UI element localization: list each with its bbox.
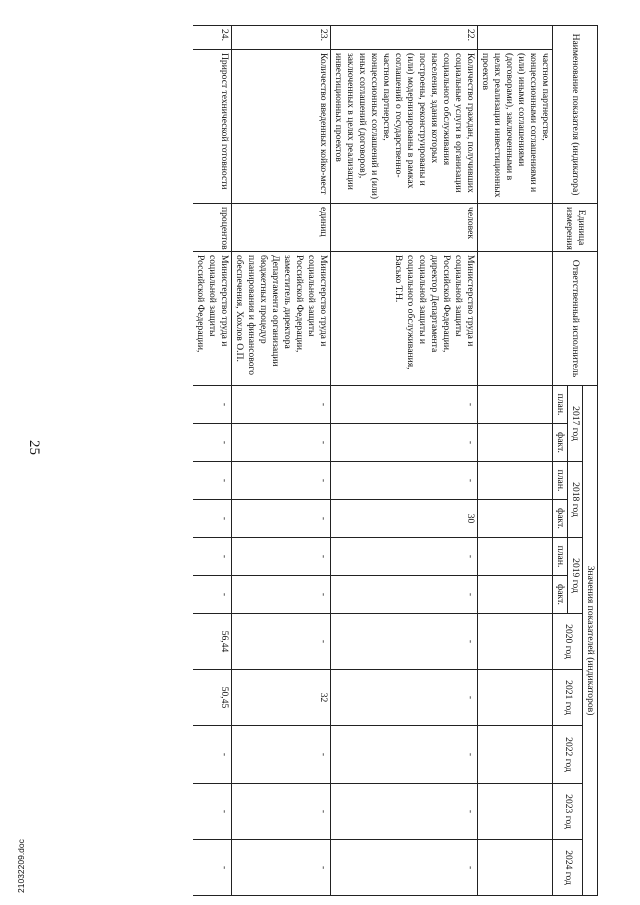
value-2017-fact: - [232, 424, 331, 462]
header-name: Наименование показателя (индикатора) [553, 26, 598, 204]
header-fact: факт. [553, 500, 568, 538]
value-2024: - [331, 840, 478, 896]
value-2022: - [194, 726, 232, 784]
indicator-name: Количество введенных койко-мест [232, 50, 331, 204]
value-2022 [478, 726, 553, 784]
header-2024: 2024 год [553, 840, 583, 896]
responsible: Министерство труда и социальной защиты Российской Федерации, директор Департамента социальной защиты и социального обслуживания, Васько Т.Н. [331, 252, 478, 386]
value-2023: - [232, 784, 331, 840]
indicators-table [194, 25, 599, 896]
header-year-2018: 2018 год [568, 462, 583, 538]
value-2017-plan [478, 386, 553, 424]
header-year-2017: 2017 год [568, 386, 583, 462]
value-2023: - [331, 784, 478, 840]
indicator-name: Количество граждан, получивших социальные услуги в организации социального обслуживания населения, здания которых построены, реконструированы и (или) модернизированы в рамках соглашений о государственно-частном партнерстве, концессионных соглашений и (или) иных соглашений (договоров), заключенных в целях реализации инвестиционных проектов [331, 50, 478, 204]
header-2021: 2021 год [553, 670, 583, 726]
value-2019-fact: - [331, 576, 478, 614]
header-year-2019: 2019 год [568, 538, 583, 614]
value-2018-fact: - [194, 500, 232, 538]
value-2021: 32 [232, 670, 331, 726]
header-plan: план. [553, 462, 568, 500]
table-row [232, 26, 331, 896]
value-2021: 50,45 [194, 670, 232, 726]
header-2022: 2022 год [553, 726, 583, 784]
table-row [478, 26, 553, 896]
header-2023: 2023 год [553, 784, 583, 840]
row-number: 23. [232, 26, 331, 50]
row-number: 24. [194, 26, 232, 50]
value-2017-fact [478, 424, 553, 462]
value-2018-plan [478, 462, 553, 500]
value-2020: - [232, 614, 331, 670]
responsible: Министерство труда и социальной защиты Российской Федерации, заместитель директора Департамента организации бюджетных процедур планирования и финансового обеспечения, Хохлов О.П. [232, 252, 331, 386]
value-2017-plan: - [194, 386, 232, 424]
value-2019-plan [478, 538, 553, 576]
header-2020: 2020 год [553, 614, 583, 670]
value-2024: - [194, 840, 232, 896]
header-plan: план. [553, 538, 568, 576]
document-footer: 21032209.doc [16, 839, 26, 893]
value-2019-plan: - [194, 538, 232, 576]
value-2020 [478, 614, 553, 670]
value-2019-plan: - [232, 538, 331, 576]
value-2022: - [232, 726, 331, 784]
value-2021: - [331, 670, 478, 726]
value-2020: - [331, 614, 478, 670]
header-fact: факт. [553, 424, 568, 462]
value-2019-fact: - [232, 576, 331, 614]
table-row [331, 26, 478, 896]
header-fact: факт. [553, 576, 568, 614]
value-2023 [478, 784, 553, 840]
value-2018-plan: - [194, 462, 232, 500]
page-number: 25 [26, 440, 42, 455]
value-2020: 56,44 [194, 614, 232, 670]
value-2017-plan: - [331, 386, 478, 424]
value-2024 [478, 840, 553, 896]
value-2024: - [232, 840, 331, 896]
header-values-group: Значения показателей (индикаторов) [583, 386, 598, 896]
value-2018-plan: - [331, 462, 478, 500]
unit: человек [331, 204, 478, 252]
value-2019-plan: - [331, 538, 478, 576]
value-2019-fact: - [194, 576, 232, 614]
unit [478, 204, 553, 252]
value-2022: - [331, 726, 478, 784]
value-2023: - [194, 784, 232, 840]
value-2018-fact: 30 [331, 500, 478, 538]
unit: процентов [194, 204, 232, 252]
header-plan: план. [553, 386, 568, 424]
rotated-page-content [38, 25, 598, 895]
indicator-name: частном партнерстве, концессионными соглашениями и (или) иными соглашениями (договорами), заключенными в целях реализации инвестиционных проектов [478, 50, 553, 204]
value-2017-plan: - [232, 386, 331, 424]
value-2017-fact: - [331, 424, 478, 462]
value-2017-fact: - [194, 424, 232, 462]
value-2019-fact [478, 576, 553, 614]
unit: единиц [232, 204, 331, 252]
responsible [478, 252, 553, 386]
value-2018-fact [478, 500, 553, 538]
value-2018-fact: - [232, 500, 331, 538]
responsible: Министерство труда и социальной защиты Российской Федерации, [194, 252, 232, 386]
row-number: 22. [331, 26, 478, 50]
indicator-name: Прирост технической готовности [194, 50, 232, 204]
header-unit: Единица измерения [553, 204, 598, 252]
table-row [194, 26, 232, 896]
header-responsible: Ответственный исполнитель [553, 252, 598, 386]
value-2021 [478, 670, 553, 726]
value-2018-plan: - [232, 462, 331, 500]
row-number [478, 26, 553, 50]
